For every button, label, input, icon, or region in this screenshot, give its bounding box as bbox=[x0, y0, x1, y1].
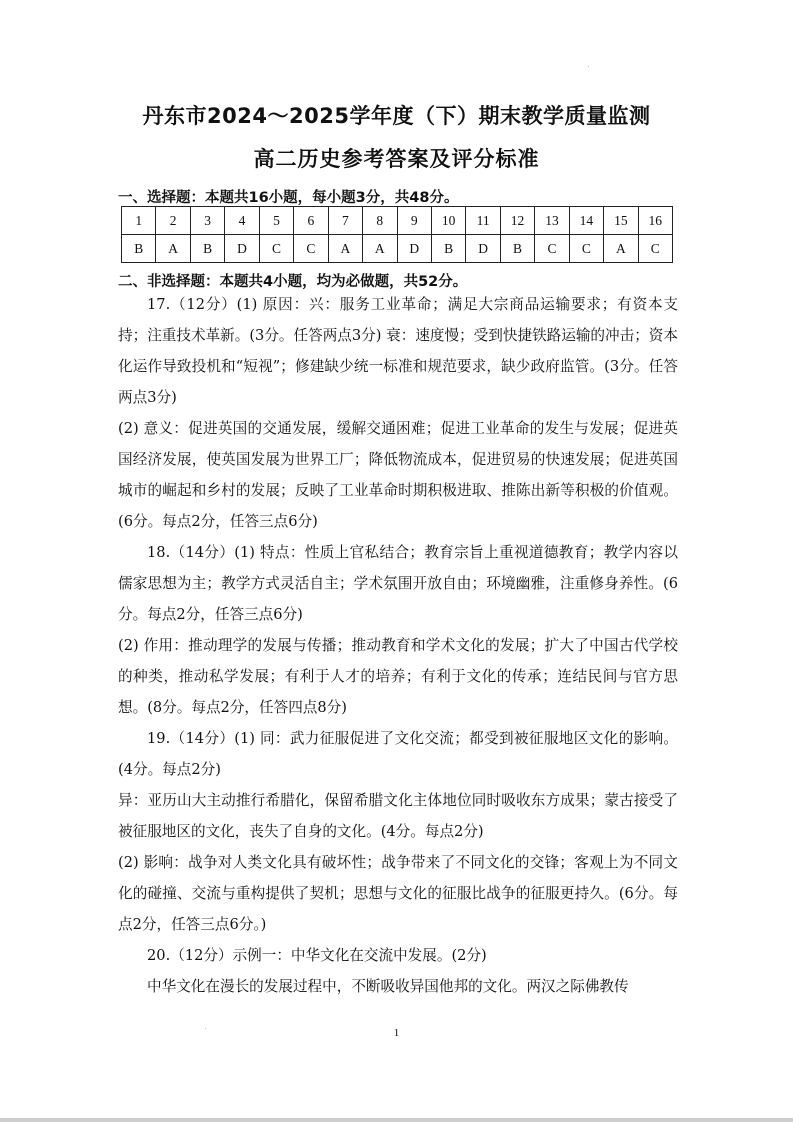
answer-letter: A bbox=[363, 235, 397, 263]
q19-part2-answer: (2) 影响：战争对人类文化具有破坏性；战争带来了不同文化的交锋；客观上为不同文化的碰撞、交流与重构提供了契机；思想与文化的征服比战争的征服更持久。(6分。每点2分，任答三点6分。) bbox=[118, 854, 678, 933]
answer-row bbox=[122, 235, 673, 263]
question-number: 15 bbox=[604, 207, 638, 235]
section-open-questions-heading: 二、非选择题：本题共4小题，均为必做题，共52分。 bbox=[118, 274, 468, 290]
answer-letter: A bbox=[604, 235, 638, 263]
document-subtitle: 高二历史参考答案及评分标准 bbox=[253, 147, 540, 171]
q18-part1-answer: 18.（14分）(1) 特点：性质上官私结合；教育宗旨上重视道德教育；教学内容以儒家思想为主；教学方式灵活自主；学术氛围开放自由；环境幽雅，注重修身养性。(6分。每点2分，任答三点6分) bbox=[118, 544, 678, 623]
answer-letter: B bbox=[431, 235, 465, 263]
q19-part1-difference: 异：亚历山大主动推行希腊化，保留希腊文化主体地位同时吸收东方成果；蒙古接受了被征服地区的文化，丧失了自身的文化。(4分。每点2分) bbox=[118, 792, 678, 840]
answer-letter: D bbox=[397, 235, 431, 263]
question-number: 12 bbox=[500, 207, 534, 235]
answer-letter: A bbox=[156, 235, 190, 263]
question-number: 1 bbox=[122, 207, 156, 235]
answer-key-table bbox=[121, 206, 673, 263]
question-number: 13 bbox=[535, 207, 569, 235]
answer-body bbox=[118, 289, 678, 1002]
page-number: 1 bbox=[393, 1027, 400, 1039]
answer-letter: C bbox=[259, 235, 293, 263]
q20-example-text: 中华文化在漫长的发展过程中，不断吸收异国他邦的文化。两汉之际佛教传 bbox=[147, 978, 629, 995]
answer-letter: B bbox=[190, 235, 224, 263]
answer-letter: B bbox=[500, 235, 534, 263]
page-bottom-edge bbox=[0, 1118, 793, 1122]
answer-letter: C bbox=[535, 235, 569, 263]
q17-part1-answer: 17.（12分）(1) 原因：兴：服务工业革命；满足大宗商品运输要求；有资本支持；注重技术革新。(3分。任答两点3分) 衰：速度慢；受到快捷铁路运输的冲击；资本化运作导致投机和“短视”；修建缺少统一标准和规范要求，缺少政府监管。(3分。任答两点3分) bbox=[118, 296, 678, 406]
q19-part1-similarity: 19.（14分）(1) 同：武力征服促进了文化交流；都受到被征服地区文化的影响。(4分。每点2分) bbox=[118, 730, 678, 778]
scan-speck bbox=[588, 66, 589, 67]
question-number: 4 bbox=[225, 207, 259, 235]
question-number: 8 bbox=[363, 207, 397, 235]
answer-letter: D bbox=[466, 235, 500, 263]
question-number: 16 bbox=[638, 207, 672, 235]
q17-part2-answer: (2) 意义：促进英国的交通发展，缓解交通困难；促进工业革命的发生与发展；促进英国经济发展，使英国发展为世界工厂；降低物流成本，促进贸易的快速发展；促进英国城市的崛起和乡村的发展；反映了工业革命时期积极进取、推陈出新等积极的价值观。(6分。每点2分，任答三点6分) bbox=[118, 420, 678, 530]
answer-letter: C bbox=[638, 235, 672, 263]
question-number: 7 bbox=[328, 207, 362, 235]
answer-letter: D bbox=[225, 235, 259, 263]
question-number: 11 bbox=[466, 207, 500, 235]
question-number: 3 bbox=[190, 207, 224, 235]
question-number: 2 bbox=[156, 207, 190, 235]
section-multiple-choice-heading: 一、选择题：本题共16小题，每小题3分，共48分。 bbox=[118, 190, 459, 206]
answer-letter: B bbox=[122, 235, 156, 263]
question-number: 14 bbox=[569, 207, 603, 235]
answer-letter: C bbox=[569, 235, 603, 263]
question-number-row bbox=[122, 207, 673, 235]
question-number: 6 bbox=[294, 207, 328, 235]
question-number: 10 bbox=[431, 207, 465, 235]
document-title: 丹东市2024～2025学年度（下）期末教学质量监测 bbox=[142, 104, 651, 128]
q18-part2-answer: (2) 作用：推动理学的发展与传播；推动教育和学术文化的发展；扩大了中国古代学校的种类，推动私学发展；有利于人才的培养；有利于文化的传承；连结民间与官方思想。(8分。每点2分，任答四点8分) bbox=[118, 637, 678, 716]
answer-letter: A bbox=[328, 235, 362, 263]
question-number: 5 bbox=[259, 207, 293, 235]
answer-letter: C bbox=[294, 235, 328, 263]
q20-heading: 20.（12分）示例一：中华文化在交流中发展。(2分) bbox=[147, 947, 487, 964]
question-number: 9 bbox=[397, 207, 431, 235]
